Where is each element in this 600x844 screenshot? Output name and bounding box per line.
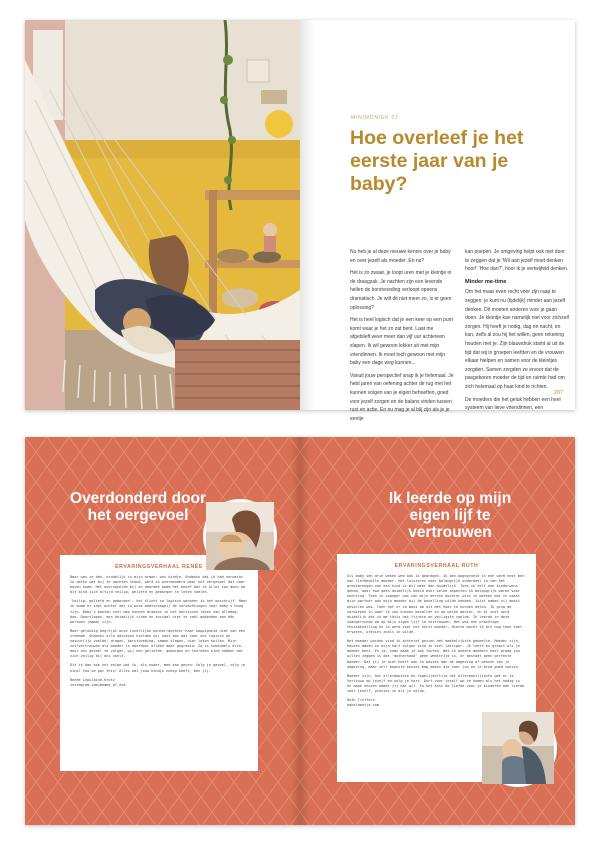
author-name: Renée Lepulaine-Krotz <box>70 677 115 682</box>
paragraph: Het is zo zwaar, je loopt uren met je kleintje in de draagzak. Je nachten zijn een levende hellen de borstvoeding verloopt opeens dramatisch. Je wilt dit niet meer zo, is er geen oplossing? <box>350 270 452 311</box>
paragraph: 'Veilig, geliefd en geborgen': het klinkt zo logisch wanneer ik het opschrijf. Maar ik kwam er snel achter dat in onze maatschappij de verwachtingen voor baby's hoog zijn. Baby's moeten snel mee kunnen draaien in het hectische leven van alledag, doe. Doorslapen, een duidelijk ritme en sociaal niet te veel gebonden aan één persoon (mama) zijn. <box>70 599 248 624</box>
right-story-label: ERVARINGSVERHAAL RUTH <box>394 563 479 569</box>
right-story-title: Ik leerde op mijn eigen lijf te vertrouwen <box>388 490 512 541</box>
article-kicker: MINIMONIEK 02 <box>351 115 399 121</box>
article-page <box>300 20 575 422</box>
left-story-label: ERVARINGSVERHAAL RENÉE <box>115 564 203 570</box>
article-column-left <box>350 248 454 427</box>
paragraph: kan poepen. Je omgeving helpt ook niet door te zeggen dat je 'Wil aan jezelf moet denken hoor!' 'Hoe dan?', hoor ik je vertwijfeld denken. <box>465 249 569 273</box>
hammock-photo <box>25 20 300 410</box>
right-story-body <box>347 574 526 708</box>
author-link[interactable]: bakelaantje.com <box>347 703 380 708</box>
paragraph: Om het maar even recht voor zijn raap te zeggen: je kunt nu (tijdelijk) minder aan jezelf denken. Dit moeten anderen voor je gaan doen. Je kleintje kan namelijk niet voor zichzelf zorgen. Hij heeft je nodig, dag en nacht, en kan, zelfs al zou hij het willen, geen rekening houden met je. Zijn blauwdruk stamt al uit de tijd dat wij in groepen leefden en de vrouwen elkaar hielpen en samen voor de kleintjes zorgden. Samen zorgden ze ervoor dat de pasgeboren moeder de tijd en ruimte had om zich helemaal op haar kind te richten. <box>465 289 569 390</box>
paragraph: Daar was ze dan, eindelijk in mijn armen: ons kindje. Ondanks dat ik had verwacht te weten wat mij te wachten stond, werd ik overdonderd door het oergevoel dat naar boven kwam. Het overspoelde mij en daarmee kwam het besef dat ik alles zou doen om dit kind zich altijd veilig, geliefd en geborgen te laten voelen. <box>70 575 246 595</box>
author-name: Ruth Treffers <box>347 698 375 703</box>
left-story-body <box>70 575 248 688</box>
paragraph: Het is heel logisch dat je een keer op een punt komt waar je het zo zat bent. Laat me afgeblieft weer meer dan vijf uur achtereen slapen. Ik wil gewoon lekker uit met mijn vriendinnen. Ik moet toch gewoon met mijn baby een dage weg kunnen... <box>350 317 453 367</box>
paragraph: De moeders die het geluk hebben een heel systeem van lieve vriendinnen, een <box>465 396 561 412</box>
paragraph: Maar gelukkig begrijpt onze innerlijke peuter/dochter haar koppigheid niet van een vreemde. Ondanks alle adviezen hielden wij vast aan wat voor ons logisch en natuurlijk voelde: dragen, borstvoeding, samen slapen, niet laten huilen. Mijn zelfvertrouwen als moeder is daardoor alleen maar gegroeid. Ze is inmiddels drie, door ons gevoel te volgen, wij een geliefde, geborgen en tevreden kind hebben dat zich veilig bij ons voelt. <box>70 628 246 659</box>
author-link[interactable]: instagram.com/mommy_of_eva <box>70 682 126 687</box>
mother-carrier-photo <box>479 709 557 787</box>
paragraph: Moeder zijn, het allermooiste en tegelijkertijd het allermoeilijkste wat er is. Vertrouw op jezelf en volg je hart. Durf voor jezelf op te komen als het nodig is en maak keuzes omdat jij dat wil. En het kost de liefde voor je kinderen ook liefde voor jezelf, precies zo als je wilde. <box>347 673 525 693</box>
page-gutter-shadow <box>300 20 314 410</box>
paragraph: Vanuit jouw perspectief snap ik je helemaal. Je hebt jaren van oefening achter de rug met het kunnen volgen van je eigen behoeften, goed voor jezelf zorgen en de balans vinden tussen rust en actie. En nu mag je al blij zijn als je je eentje <box>350 372 454 422</box>
paragraph: Het moeder worden vind ik achteraf gezien het makkelijkste gebeelte. Moeder zijn, keuzes maken en mijn hart volgen vind ik veel lastiger. Je leert en groeit als je moeder bent. En ja, soms maak je ook fouten. Wat ik andere moeders heel graag zou willen zeggen is dat 'motherhood' geen wedstrijd is, er bestaat geen perfecte moeder. Dat jij je niet hoeft aan te passen aan de omgeving of wensen van je omgeving, maar zelf bewuste keuzes mag maken die voor jou en je kind goed voelen. <box>347 639 520 669</box>
mother-carrier-photo-icon <box>482 712 554 784</box>
page-number: 207 <box>553 390 563 396</box>
paragraph: Nu heb je al deze nieuwe kennis over je baby en over jezelf als moeder. En nu? <box>350 249 451 264</box>
paragraph: Als baby van drie weken wed ook ik gedragen. Ik ben opgegroeid in een warm nest met een liefdevolle moeder. Het luisteren naar belangrijk onderdeel in van het grootbrengen van een kind is mij meer dan duidelijk. Toen ik zelf een kinderwens gehad, maar had geen duidelijk beeld over welke aspecten ik belangrijk waren voor hechting. Toen ik zwanger was van mijn eerste dochter wist ik meteen dat ik naast mijn partner ook mijn moeder bij de bevalling wilde hebben. Juist omdat zij mooit bevallen was. Toen het er zo mooi om dit met haar te kunnen delen. Ik ging me verdiepen in waar ik zou kunnen bevallen en op welke manier, en al snel werd duidelijk dat ik me thuis het fijnste en veiligste voelde. Ik leerde in deze zwangerschap om op mijn eigen lijf te vertrouwen. Het was een prachtige thuisbevalling en ik werd voor het eerst moeder. Hierna mocht ik dit nog twee keer ervaren, precies zoals ik wilde. <box>347 574 525 635</box>
hammock-photo-illustration <box>25 20 300 410</box>
left-story-title: Overdonderd door het oergevoel <box>69 490 207 524</box>
article-headline: Hoe overleef je het eerste jaar van je baby? <box>350 127 524 195</box>
left-story-card <box>60 555 258 771</box>
bottom-spread <box>25 437 575 825</box>
paragraph: Dit is dan ook het enige wat ik, als ouder, mee kan geven: Volg je gevoel, volg je kind! You've got this! Alles wat jouw kindje nodig heeft, ben jij. <box>70 663 246 673</box>
mother-baby-photo <box>203 499 277 573</box>
page-gutter-shadow <box>291 437 309 825</box>
section-subheading: Minder me-time <box>465 278 507 285</box>
top-spread <box>25 20 575 422</box>
mother-baby-photo-icon <box>206 502 274 570</box>
